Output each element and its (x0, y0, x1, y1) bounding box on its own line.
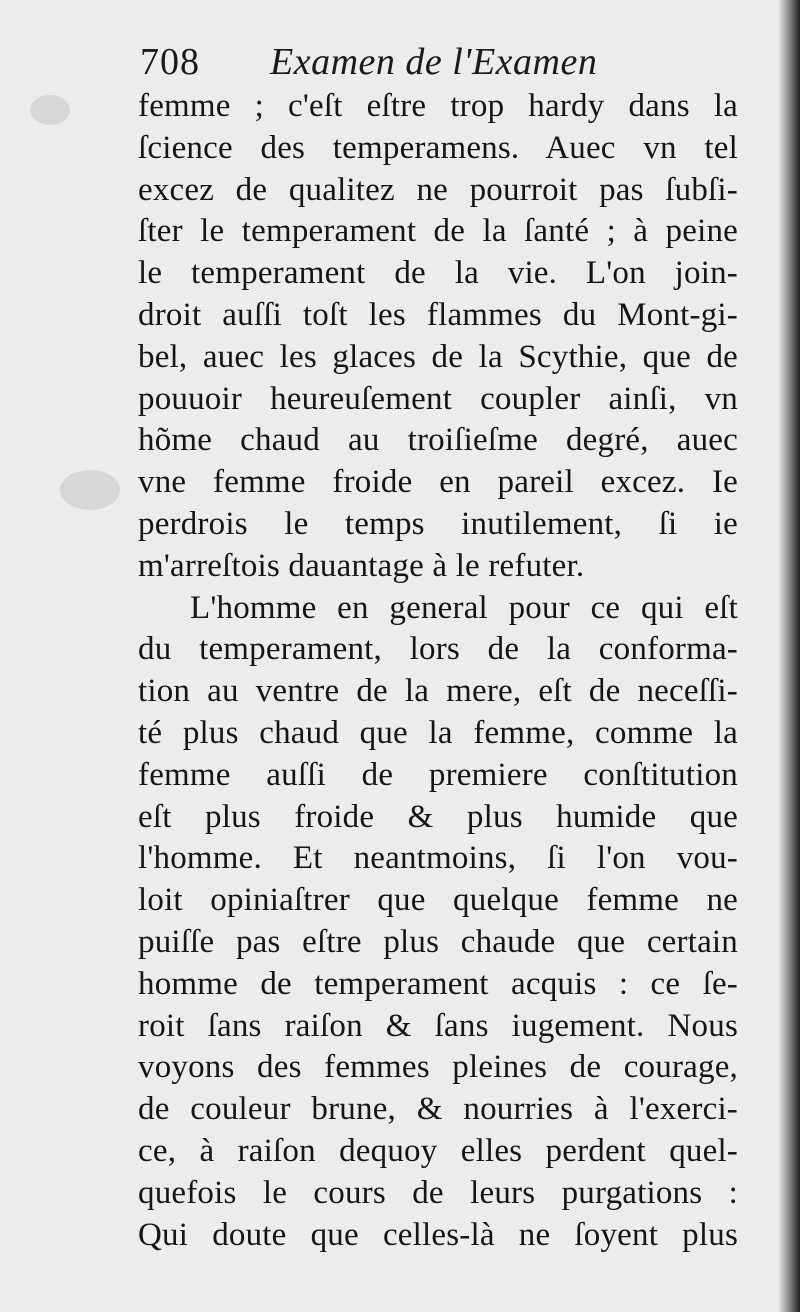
text-line: roit ſans raiſon & ſans iugement. Nous (138, 1007, 738, 1044)
text-line: le temperament de la vie. L'on join- (138, 255, 738, 292)
text-line: ſter le temperament de la ſanté ; à peine (138, 213, 738, 250)
text-line: de couleur brune, & nourries à l'exerci- (138, 1091, 738, 1128)
text-line: femme ; c'eſt eſtre trop hardy dans la (138, 88, 738, 124)
text-line: homme de temperament acquis : ce ſe- (138, 965, 738, 1002)
text-line: excez de qualitez ne pourroit pas ſubſi- (138, 171, 738, 208)
text-line: bel, auec les glaces de la Scythie, que de (138, 338, 738, 375)
body-text (138, 86, 738, 1256)
text-line: loit opiniaſtrer que quelque femme ne (138, 882, 738, 919)
text-line: pouuoir heureuſement coupler ainſi, vn (138, 380, 738, 417)
paper-stain (30, 95, 70, 125)
text-line: femme auſſi de premiere conſtitution (138, 756, 738, 793)
text-line: perdrois le temps inutilement, ſi ie (138, 505, 738, 542)
binding-edge (778, 0, 800, 1312)
text-line: Qui doute que celles-là ne ſoyent plus (138, 1216, 738, 1253)
text-line: droit auſſi toſt les flammes du Mont-gi- (138, 296, 738, 333)
text-line: eſt plus froide & plus humide que (138, 798, 738, 835)
text-line: voyons des femmes pleines de courage, (138, 1049, 738, 1086)
running-title: Examen de l'Examen (270, 41, 598, 83)
text-line: ce, à raiſon dequoy elles perdent quel- (138, 1132, 738, 1169)
text-line: quefois le cours de leurs purgations : (138, 1174, 738, 1211)
page-header (140, 36, 740, 90)
text-line: du temperament, lors de la conforma- (138, 631, 738, 668)
text-line: l'homme. Et neantmoins, ſi l'on vou- (138, 840, 738, 877)
page-number: 708 (140, 41, 200, 83)
text-line: ſcience des temperamens. Auec vn tel (138, 129, 738, 166)
text-line: té plus chaud que la femme, comme la (138, 714, 738, 751)
paper-stain (60, 470, 120, 510)
text-line: tion au ventre de la mere, eſt de neceſſi- (138, 673, 738, 710)
text-line: puiſſe pas eſtre plus chaude que certain (138, 923, 738, 960)
text-line: vne femme froide en pareil excez. Ie (138, 464, 738, 501)
text-line: hõme chaud au troiſieſme degré, auec (138, 422, 738, 459)
text-line: m'arreſtois dauantage à le refuter. (138, 547, 585, 584)
text-line: L'homme en general pour ce qui eſt (190, 589, 738, 626)
